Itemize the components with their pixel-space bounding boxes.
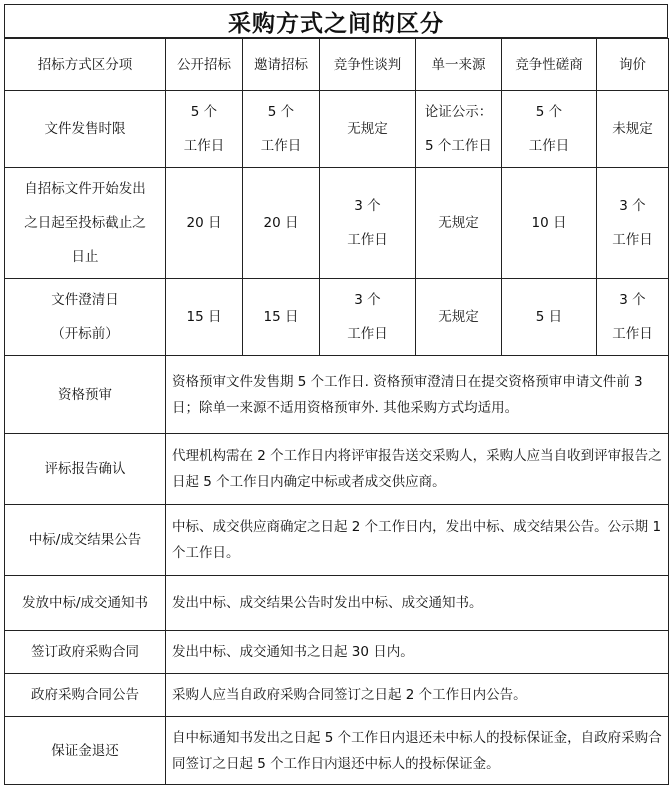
- row-label: 中标/成交结果公告: [5, 505, 166, 576]
- header-row: [5, 39, 669, 91]
- table-row: [5, 91, 669, 168]
- table-cell: 5 个 工作日: [502, 91, 597, 168]
- table-cell: 20 日: [166, 168, 243, 279]
- header-cell-invited-tender: 邀请招标: [243, 39, 320, 91]
- header-cell-single-source: 单一来源: [416, 39, 502, 91]
- row-label: 文件澄清日 （开标前）: [5, 279, 166, 356]
- row-label: 自招标文件开始发出 之日起至投标截止之 日止: [5, 168, 166, 279]
- header-cell-competitive-negotiation: 竞争性谈判: [320, 39, 416, 91]
- table-row: [5, 505, 669, 576]
- footer-divider: [320, 759, 350, 763]
- table-cell-wide: 中标、成交供应商确定之日起 2 个工作日内，发出中标、成交结果公告。公示期 1 个工作日。: [166, 505, 669, 576]
- table-row: [5, 168, 669, 279]
- row-label: 资格预审: [5, 356, 166, 434]
- table-cell: 3 个 工作日: [320, 168, 416, 279]
- row-label: 发放中标/成交通知书: [5, 576, 166, 631]
- table-title: 采购方式之间的区分: [4, 4, 668, 38]
- header-cell-open-tender: 公开招标: [166, 39, 243, 91]
- table-cell: 15 日: [243, 279, 320, 356]
- table-cell: 3 个 工作日: [597, 168, 669, 279]
- table-row: [5, 674, 669, 717]
- table-row: [5, 576, 669, 631]
- table-cell-wide: 发出中标、成交通知书之日起 30 日内。: [166, 631, 669, 674]
- table-cell: 3 个 工作日: [320, 279, 416, 356]
- table-cell-wide: 自中标通知书发出之日起 5 个工作日内退还未中标人的投标保证金，自政府采购合同签订之日起 5 个工作日内退还中标人的投标保证金。: [166, 717, 669, 785]
- table-cell: 10 日: [502, 168, 597, 279]
- table-cell: 5 个 工作日: [243, 91, 320, 168]
- header-cell-competitive-consultation: 竞争性磋商: [502, 39, 597, 91]
- table-row: [5, 631, 669, 674]
- table-cell-wide: 代理机构需在 2 个工作日内将评审报告送交采购人，采购人应当自收到评审报告之日起 5 个工作日内确定中标或者成交供应商。: [166, 434, 669, 505]
- table-cell: 未规定: [597, 91, 669, 168]
- table-cell: 无规定: [320, 91, 416, 168]
- table-cell-wide: 资格预审文件发售期 5 个工作日. 资格预审澄清日在提交资格预审申请文件前 3 日；除单一来源不适用资格预审外. 其他采购方式均适用。: [166, 356, 669, 434]
- table-row: [5, 279, 669, 356]
- table-cell: 无规定: [416, 279, 502, 356]
- table-cell: 论证公示： 5 个工作日: [416, 91, 502, 168]
- table-row: [5, 717, 669, 785]
- row-label: 签订政府采购合同: [5, 631, 166, 674]
- table-cell-wide: 采购人应当自政府采购合同签订之日起 2 个工作日内公告。: [166, 674, 669, 717]
- row-label: 文件发售时限: [5, 91, 166, 168]
- table-row: [5, 356, 669, 434]
- table-row: [5, 434, 669, 505]
- procurement-table: [4, 38, 669, 785]
- row-label: 保证金退还: [5, 717, 166, 785]
- header-cell-inquiry: 询价: [597, 39, 669, 91]
- table-cell-wide: 发出中标、成交结果公告时发出中标、成交通知书。: [166, 576, 669, 631]
- row-label: 政府采购合同公告: [5, 674, 166, 717]
- table-cell: 无规定: [416, 168, 502, 279]
- table-cell: 5 日: [502, 279, 597, 356]
- row-label: 评标报告确认: [5, 434, 166, 505]
- table-cell: 5 个 工作日: [166, 91, 243, 168]
- header-cell-criteria: 招标方式区分项: [5, 39, 166, 91]
- table-cell: 3 个 工作日: [597, 279, 669, 356]
- table-cell: 15 日: [166, 279, 243, 356]
- table-cell: 20 日: [243, 168, 320, 279]
